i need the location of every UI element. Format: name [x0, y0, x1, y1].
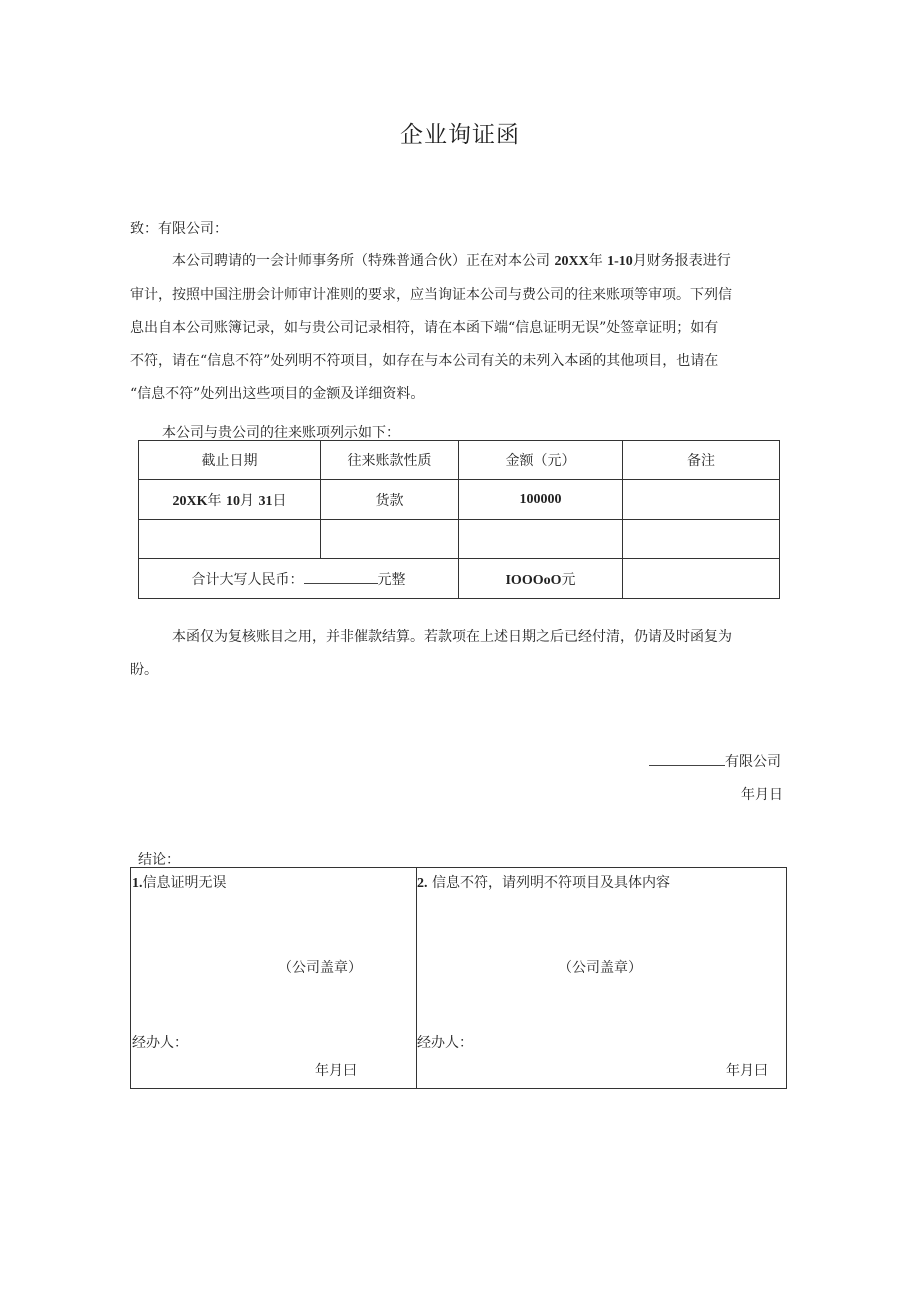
- cell-total-amount: [459, 559, 623, 599]
- table-row: [139, 520, 780, 559]
- discrepancy-handler: 经办人：: [417, 1035, 473, 1051]
- table-row: [139, 480, 780, 520]
- total-amount-unit: 元: [561, 571, 576, 588]
- intro-line-1: [172, 251, 731, 272]
- intro-line-4: 不符，请在“信息不符”处列明不符项目，如存在与本公司有关的未列入本函的其他项目，也请在: [130, 353, 719, 369]
- header-amount: 金额（元）: [459, 441, 623, 480]
- discrepancy-date: 年月曰: [726, 1063, 768, 1079]
- intro-line-5: “信息不符”处列出这些项目的金额及详细资料。: [130, 386, 425, 402]
- header-nature: 往来账款性质: [321, 441, 459, 480]
- accounts-table: [138, 440, 780, 599]
- conclusion-box: [130, 867, 787, 1089]
- cell-date: [139, 480, 321, 520]
- intro-year-suffix: 年: [588, 253, 603, 269]
- intro-line-3: 息出自本公司账簿记录，如与贵公司记录相符，请在本函下端“信息证明无误”处签章证明；如有: [130, 320, 719, 336]
- total-blank-line: [304, 569, 378, 584]
- table-header-row: [139, 441, 780, 480]
- conclusion-label-text: 结论：: [138, 852, 180, 868]
- total-label-prefix: 合计大写人民币：: [191, 571, 304, 588]
- signature-company: 有限公司: [725, 754, 781, 770]
- conclusion-discrepancy-title: [417, 872, 670, 892]
- closing-line-1: 本函仅为复核账目之用，并非催款结算。若款项在上述日期之后已经付清，仍请及时函复为: [172, 629, 732, 645]
- table-intro: 本公司与贵公司的往来账项列示如下：: [162, 425, 400, 441]
- signature-company-line: [649, 751, 781, 771]
- confirmed-number: 1.: [132, 876, 143, 891]
- intro-year: 20XX: [554, 254, 589, 269]
- intro-tail: 月财务报表进行: [632, 253, 731, 269]
- closing-line-2: 盼。: [130, 662, 158, 678]
- confirmed-handler: 经办人：: [132, 1035, 188, 1051]
- intro-line-2: 审计，按照中国注册会计师审计准则的要求，应当询证本公司与费公司的往来账项等审项。下列信: [130, 287, 732, 303]
- cell-nature: 货款: [321, 480, 459, 520]
- cell-date-empty: [139, 520, 321, 559]
- intro-line-1-text: 本公司聘请的一会计师事务所（特殊普通合伙）正在对本公司: [172, 253, 550, 269]
- signature-blank-line: [649, 751, 725, 766]
- cell-amount-empty: [459, 520, 623, 559]
- confirmed-stamp: （公司盖章）: [278, 960, 362, 976]
- conclusion-divider: [416, 868, 417, 1088]
- cell-amount: 100000: [459, 480, 623, 520]
- document-title: 企业询证函: [400, 122, 520, 148]
- signature-date: 年月日: [741, 787, 783, 803]
- discrepancy-stamp: （公司盖章）: [558, 960, 642, 976]
- date-year-char: 年: [207, 492, 222, 509]
- cell-nature-empty: [321, 520, 459, 559]
- discrepancy-title: 信息不符，请列明不符项目及具体内容: [427, 875, 670, 891]
- intro-months: 1-10: [607, 254, 633, 269]
- date-prefix: 20XK: [172, 493, 208, 509]
- cell-remark-empty: [623, 520, 780, 559]
- total-label-suffix: 元整: [377, 571, 406, 588]
- date-month: 10: [226, 493, 240, 509]
- header-cutoff-date: 截止日期: [139, 441, 321, 480]
- conclusion-confirmed-title: [132, 872, 227, 892]
- confirmed-date: 年月曰: [315, 1063, 357, 1079]
- table-total-row: [139, 559, 780, 599]
- confirmed-title: 信息证明无误: [142, 875, 227, 891]
- date-month-char: 月: [240, 492, 254, 509]
- date-day-char: 日: [272, 492, 287, 509]
- cell-remark: [623, 480, 780, 520]
- total-amount: IOOOoO: [505, 572, 562, 588]
- header-remark: 备注: [623, 441, 780, 480]
- discrepancy-number: 2.: [417, 876, 428, 891]
- cell-total-label: [139, 559, 459, 599]
- date-day: 31: [258, 493, 273, 509]
- cell-total-remark: [623, 559, 780, 599]
- salutation: 致：有限公司：: [130, 221, 228, 237]
